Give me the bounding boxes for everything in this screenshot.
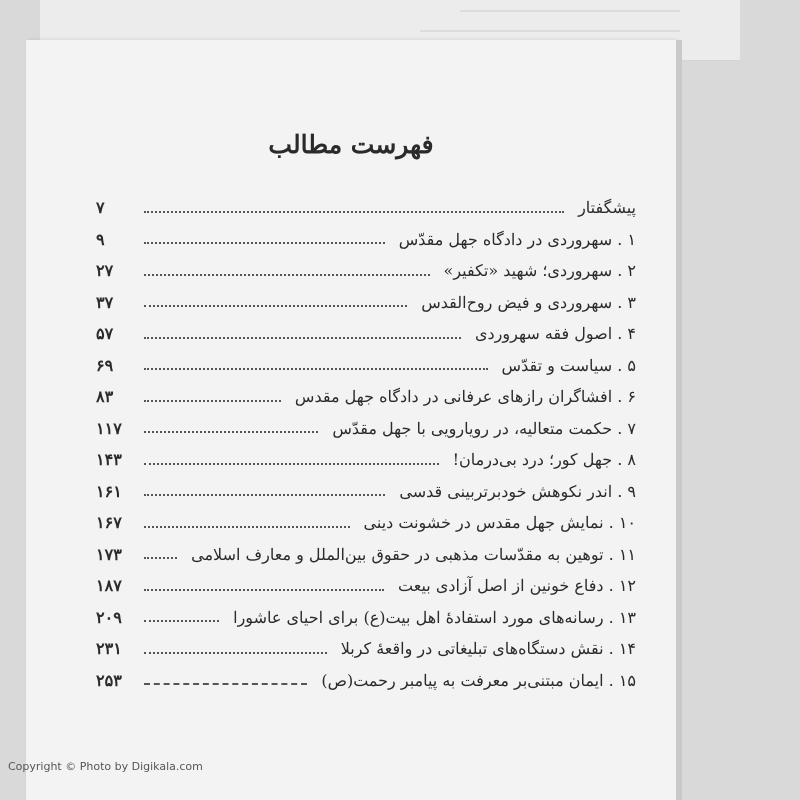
toc-entry — [96, 507, 636, 539]
toc-leader — [144, 274, 430, 276]
page-title: فهرست مطالب — [268, 130, 434, 159]
toc-leader — [144, 211, 564, 213]
toc-entry-page: ۸۳ — [96, 387, 114, 407]
toc-leader — [144, 589, 384, 591]
toc-entry-label: ۱۳ . رسانه‌های مورد استفادهٔ اهل بیت(ع) برای احیای عاشورا — [233, 607, 636, 627]
toc-entry-page: ۲۵۳ — [96, 670, 122, 690]
toc-entry-page: ۱۷۳ — [96, 544, 122, 564]
toc-entry-page: ۱۶۱ — [96, 481, 122, 501]
toc-leader — [144, 526, 350, 528]
toc-entry — [96, 381, 636, 413]
toc-leader — [144, 620, 219, 622]
toc-entry-page: ۲۷ — [96, 261, 114, 281]
toc-entry — [96, 570, 636, 602]
toc-entry-page: ۱۸۷ — [96, 576, 122, 596]
toc-entry-label: ۶ . افشاگران رازهای عرفانی در دادگاه جهل مقدس — [294, 387, 636, 407]
toc-leader — [144, 431, 318, 433]
copyright-text: Copyright © Photo by Digikala.com — [8, 760, 203, 773]
toc-leader — [144, 368, 488, 370]
toc-leader — [144, 305, 407, 307]
toc-entry — [96, 476, 636, 508]
toc-entry — [96, 224, 636, 256]
toc-leader — [144, 337, 461, 339]
toc-entry — [96, 350, 636, 382]
book-page — [26, 40, 676, 800]
toc-entry-page: ۲۳۱ — [96, 639, 122, 659]
toc-entry-label: ۳ . سهروردی و فیض روح‌القدس — [421, 292, 636, 312]
toc-entry-label: ۷ . حکمت متعالیه، در رویارویی با جهل مقدّس — [332, 418, 636, 438]
toc-entry-label: ۹ . اندر نکوهش خودبرتربینی قدسی — [399, 481, 636, 501]
ghost-line — [420, 30, 680, 32]
toc-entry-label: ۱ . سهروردی در دادگاه جهل مقدّس — [398, 229, 636, 249]
toc-entry — [96, 665, 636, 697]
toc-entry-label: ۱۴ . نقش دستگاه‌های تبلیغاتی در واقعهٔ کربلا — [340, 639, 636, 659]
toc-entry — [96, 413, 636, 445]
toc-entry-page: ۲۰۹ — [96, 607, 122, 627]
toc-entry — [96, 602, 636, 634]
toc-entry-label: ۱۵ . ایمان مبتنی‌بر معرفت به پیامبر رحمت(ص) — [321, 670, 636, 690]
toc-leader — [144, 494, 385, 496]
toc-entry-page: ۹ — [96, 229, 105, 249]
toc-leader — [144, 463, 439, 465]
toc-leader — [144, 652, 327, 654]
toc-entry-label: ۱۰ . نمایش جهل مقدس در خشونت دینی — [363, 513, 636, 533]
toc-entry-label: ۲ . سهروردی؛ شهید «تکفیر» — [443, 261, 636, 281]
toc-entry-label: ۴ . اصول فقه سهروردی — [475, 324, 636, 344]
toc-entry-label: ۱۱ . توهین به مقدّسات مذهبی در حقوق بین‌الملل و معارف اسلامی — [191, 544, 636, 564]
toc-entry-label: پیشگفتار — [578, 198, 636, 218]
toc-entry — [96, 539, 636, 571]
toc-entry — [96, 192, 636, 224]
toc-entry-label: ۸ . جهل کور؛ درد بی‌درمان! — [452, 450, 636, 470]
toc-entry — [96, 255, 636, 287]
toc-leader — [144, 683, 307, 685]
toc-entry-page: ۷ — [96, 198, 105, 218]
page-edge — [676, 40, 682, 800]
table-of-contents — [96, 192, 636, 696]
toc-entry-page: ۱۴۳ — [96, 450, 122, 470]
toc-entry — [96, 318, 636, 350]
toc-entry-page: ۶۹ — [96, 355, 114, 375]
toc-entry — [96, 633, 636, 665]
toc-entry — [96, 444, 636, 476]
toc-entry-page: ۳۷ — [96, 292, 114, 312]
ghost-line — [460, 10, 680, 12]
toc-entry-page: ۱۶۷ — [96, 513, 122, 533]
toc-entry-page: ۱۱۷ — [96, 418, 122, 438]
toc-leader — [144, 557, 177, 559]
toc-entry-page: ۵۷ — [96, 324, 114, 344]
toc-entry-label: ۵ . سیاست و تقدّس — [501, 355, 636, 375]
toc-leader — [144, 400, 281, 402]
toc-entry-label: ۱۲ . دفاع خونین از اصل آزادی بیعت — [398, 576, 636, 596]
toc-leader — [144, 242, 385, 244]
toc-entry — [96, 287, 636, 319]
